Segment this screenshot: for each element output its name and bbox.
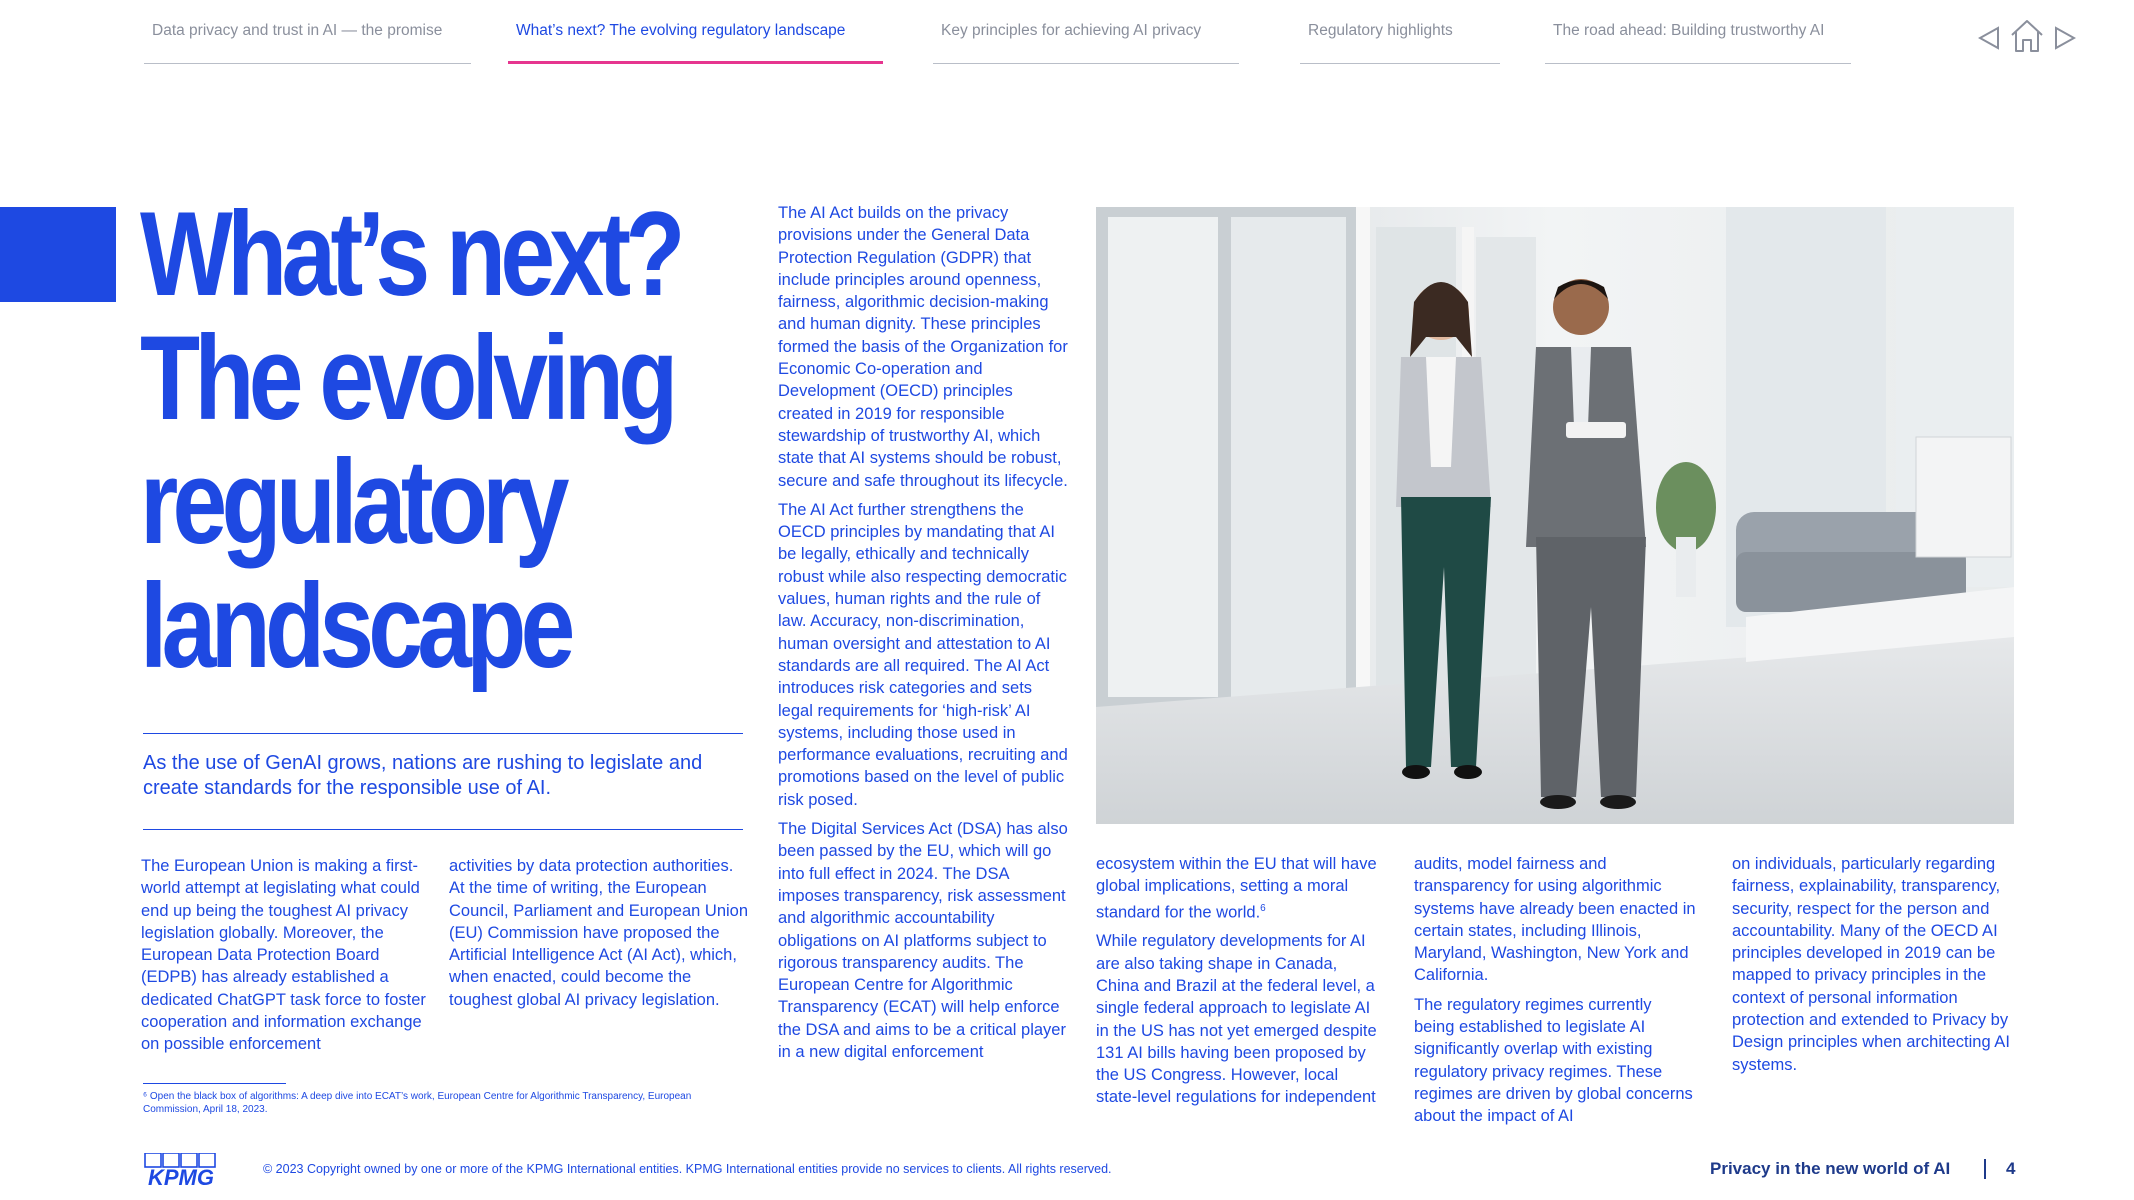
copyright-notice: © 2023 Copyright owned by one or more of the KPMG International entities. KPMG International entities provide no services to clients. All rights reserved.: [263, 1162, 1112, 1176]
body-paragraph: While regulatory developments for AI are also taking shape in Canada, China and Brazil at the federal level, a single federal approach to legislate AI in the US has not yet emerged despite 131 AI bills having been proposed by the US Congress. However, local state-level regulations for independent: [1096, 932, 1377, 1107]
kpmg-logo-text: KPMG: [148, 1165, 214, 1187]
tab-evolving-regulatory-landscape[interactable]: What’s next? The evolving regulatory landscape: [508, 22, 883, 64]
body-column-1: [141, 855, 437, 1063]
subtitle-bottom-rule: [143, 829, 743, 830]
body-paragraph: The regulatory regimes currently being established to legislate AI significantly overlap with existing regulatory privacy regimes. These regimes are driven by global concerns about the impact of AI: [1414, 995, 1693, 1126]
publication-title: Privacy in the new world of AI: [1710, 1159, 1951, 1178]
kpmg-logo: [143, 1153, 219, 1187]
footnote-rule: [143, 1083, 286, 1084]
tab-key-principles[interactable]: Key principles for achieving AI privacy: [933, 22, 1239, 64]
accent-block: [0, 207, 116, 302]
next-arrow-icon[interactable]: [2054, 26, 2076, 50]
body-column-4: [1096, 853, 1378, 1116]
office-photo-illustration: [1096, 207, 2014, 824]
body-paragraph: [1096, 853, 1378, 923]
tab-data-privacy-promise[interactable]: Data privacy and trust in AI — the promise: [144, 22, 471, 64]
footnote-reference[interactable]: 6: [1260, 902, 1266, 914]
body-paragraph: The AI Act builds on the privacy provisions under the General Data Protection Regulation (GDPR) that include principles around openness, fairness, algorithmic decision-making and human dignity. These principles formed the basis of the Organization for Economic Co-operation and Development (OECD) principles created in 2019 for responsible stewardship of trustworthy AI, which state that AI systems should be robust, secure and safe throughout its lifecycle.: [778, 204, 1068, 490]
tab-road-ahead[interactable]: The road ahead: Building trustworthy AI: [1545, 22, 1851, 64]
body-paragraph: The European Union is making a first-world attempt at legislating what could end up being the toughest AI privacy legislation globally. Moreover, the European Data Protection Board (EDPB) has already established a dedicated ChatGPT task force to foster cooperation and information exchange on possible enforcement: [141, 857, 426, 1054]
footer-separator: [1984, 1159, 1986, 1179]
tab-regulatory-highlights[interactable]: Regulatory highlights: [1300, 22, 1500, 64]
home-icon[interactable]: [2008, 18, 2046, 54]
body-paragraph: The Digital Services Act (DSA) has also been passed by the EU, which will go into full effect in 2024. The DSA imposes transparency, risk assessment and algorithmic accountability obligations on AI platforms subject to rigorous transparency audits. The European Centre for Algorithmic Transparency (ECAT) will help enforce the DSA and aims to be a critical player in a new digital enforcement: [778, 820, 1068, 1061]
body-paragraph: activities by data protection authorities. At the time of writing, the European Council, Parliament and European Union (EU) Commission have proposed the Artificial Intelligence Act (AI Act), which, when enacted, could become the toughest global AI privacy legislation.: [449, 857, 749, 1009]
previous-arrow-icon[interactable]: [1978, 26, 2000, 50]
body-column-2: [449, 855, 749, 1018]
subtitle: As the use of GenAI grows, nations are rushing to legislate and create standards for the responsible use of AI.: [143, 752, 703, 799]
page-number: 4: [2006, 1159, 2016, 1178]
page-title: [140, 187, 680, 693]
body-column-5: [1414, 853, 1696, 1135]
body-paragraph-text: ecosystem within the EU that will have global implications, setting a moral standard for the world.: [1096, 855, 1377, 922]
subtitle-top-rule: [143, 733, 743, 734]
body-column-3: [778, 202, 1068, 1070]
body-column-6: [1732, 853, 2022, 1083]
title-line: landscape: [140, 559, 570, 693]
page-navigation-icons: [1978, 18, 2078, 58]
office-photo: [1096, 207, 2014, 824]
top-navigation: [0, 0, 2134, 70]
title-line: What’s next?: [140, 187, 680, 321]
body-paragraph: audits, model fairness and transparency for using algorithmic systems have already been enacted in certain states, including Illinois, Maryland, Washington, New York and California.: [1414, 855, 1696, 985]
body-paragraph: on individuals, particularly regarding fairness, explainability, transparency, security, respect for the person and accountability. Many of the OECD AI principles developed in 2019 can be mapped to privacy principles in the context of personal information protection and extended to Privacy by Design principles when architecting AI systems.: [1732, 855, 2010, 1074]
title-line: regulatory: [140, 435, 564, 569]
body-paragraph: The AI Act further strengthens the OECD principles by mandating that AI be legally, ethically and technically robust while also respecting democratic values, human rights and the rule of law. Accuracy, non-discrimination, human oversight and attestation to AI standards are all required. The AI Act introduces risk categories and sets legal requirements for ‘high-risk’ AI systems, including those used in performance evaluations, recruiting and promotions based on the level of public risk posed.: [778, 500, 1068, 809]
title-line: The evolving: [140, 311, 673, 445]
footnote: ⁶ Open the black box of algorithms: A deep dive into ECAT’s work, European Centre for Algorithmic Transparency, European Commission, April 18, 2023.: [143, 1091, 692, 1115]
